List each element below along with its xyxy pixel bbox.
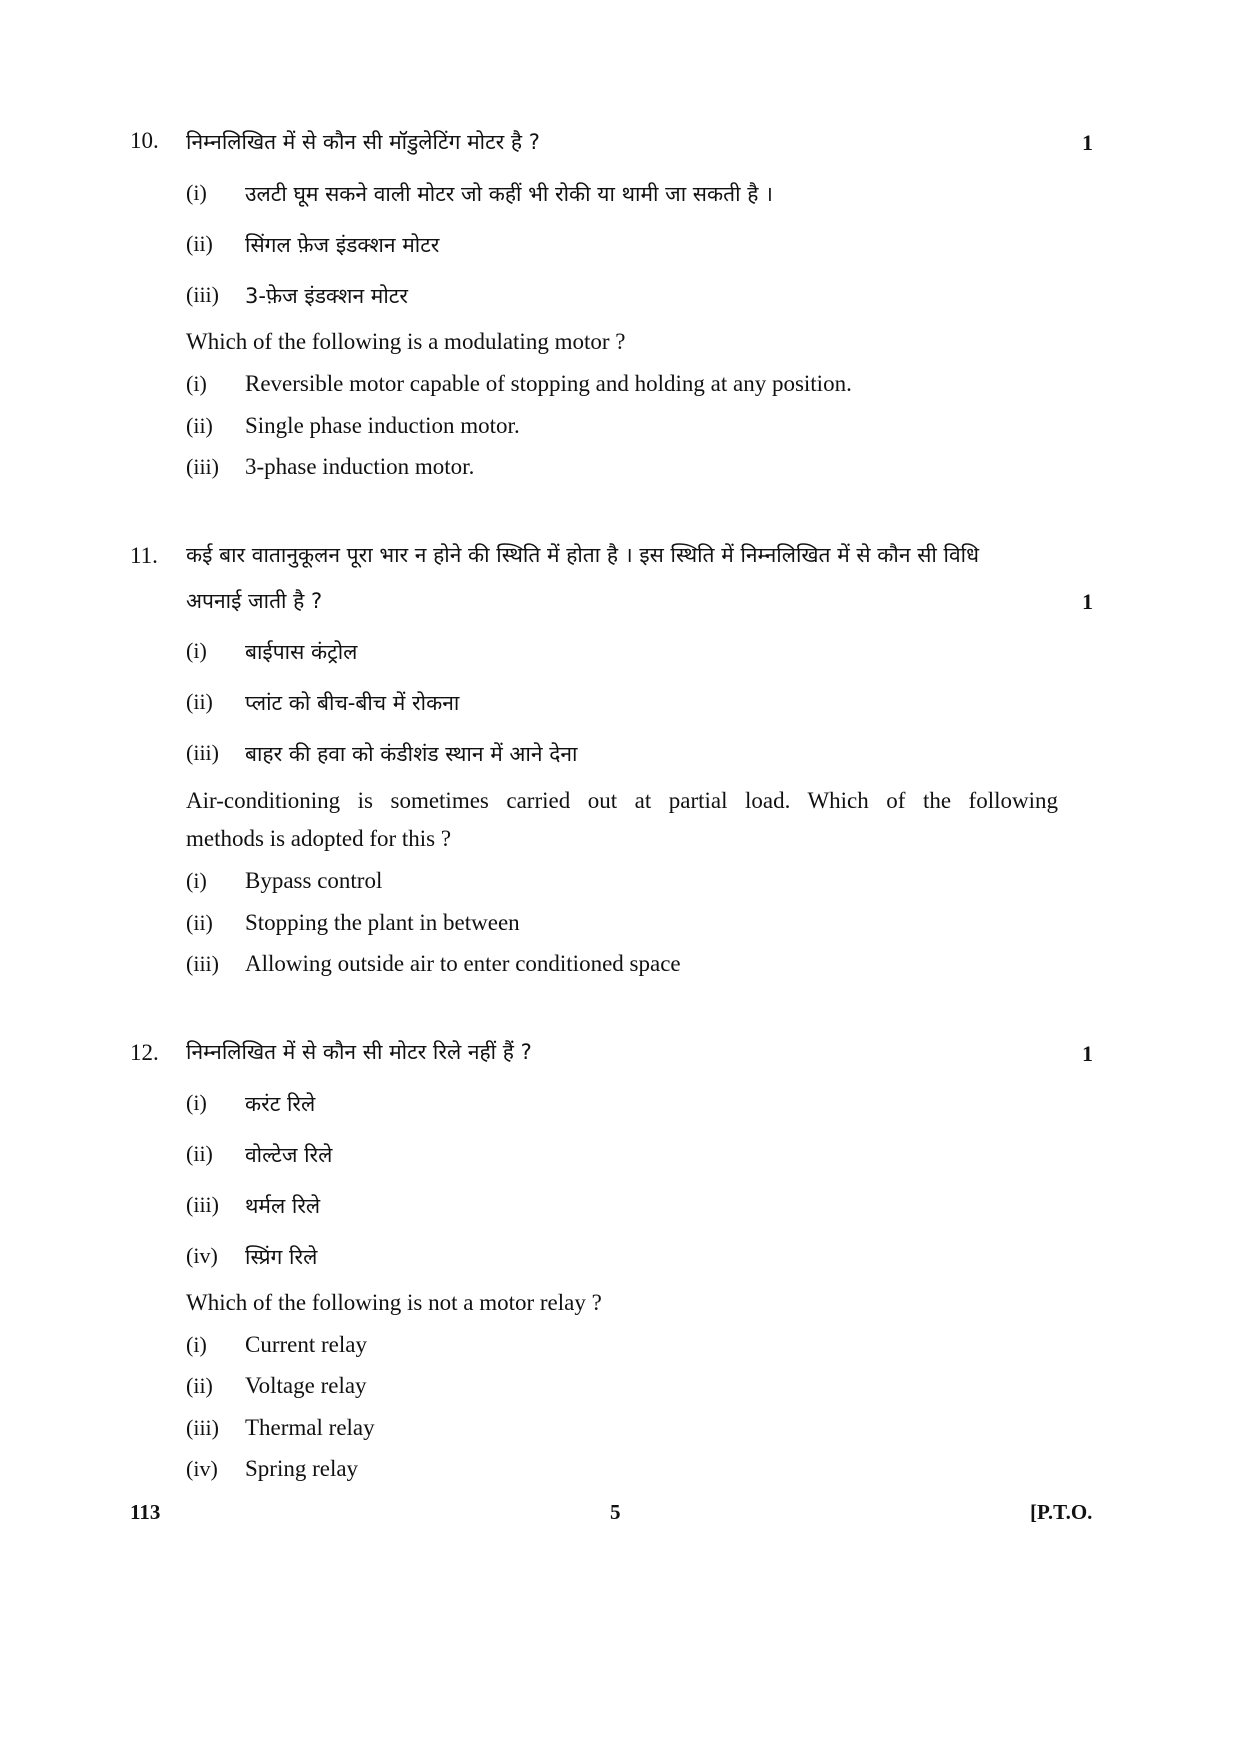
option-text: 3-फ़ेज इंडक्शन मोटर — [245, 284, 408, 308]
option-label: (iii) — [186, 282, 219, 307]
question-text-english: Which of the following is not a motor relay ? — [186, 1290, 602, 1315]
option-text: सिंगल फ़ेज इंडक्शन मोटर — [245, 233, 440, 257]
option-label: (i) — [186, 371, 207, 396]
option-label: (i) — [186, 180, 207, 205]
question-marks: 1 — [1082, 130, 1093, 155]
question-marks: 1 — [1082, 589, 1093, 614]
option-label: (i) — [186, 1090, 207, 1115]
please-turn-over: [P.T.O. — [1030, 1500, 1093, 1524]
option-text: वोल्टेज रिले — [245, 1143, 333, 1167]
option-text: Allowing outside air to enter conditioned space — [245, 951, 681, 976]
option-text: स्प्रिंग रिले — [245, 1245, 318, 1269]
option-text: बाहर की हवा को कंडीशंड स्थान में आने देना — [245, 742, 578, 766]
question-text-english-line-2: methods is adopted for this ? — [186, 826, 452, 851]
option-label: (iv) — [186, 1456, 218, 1481]
question-text-hindi: निम्नलिखित में से कौन सी मोटर रिले नहीं हैं ? — [186, 1040, 532, 1064]
question-text-hindi-line-2: अपनाई जाती है ? — [186, 589, 323, 613]
option-text: प्लांट को बीच-बीच में रोकना — [245, 691, 460, 715]
option-label: (iii) — [186, 740, 219, 765]
question-number: 12. — [130, 1040, 159, 1065]
option-label: (i) — [186, 1332, 207, 1357]
question-number: 11. — [130, 543, 158, 568]
option-text: Current relay — [245, 1332, 367, 1357]
option-label: (iii) — [186, 951, 219, 976]
option-text: Reversible motor capable of stopping and holding at any position. — [245, 371, 852, 396]
question-text-hindi-line-1: कई बार वातानुकूलन पूरा भार न होने की स्थिति में होता है । इस स्थिति में निम्नलिखित में से कौन सी विधि — [186, 543, 979, 567]
paper-code: 113 — [130, 1500, 161, 1524]
option-label: (ii) — [186, 1141, 213, 1166]
option-label: (i) — [186, 868, 207, 893]
option-label: (ii) — [186, 910, 213, 935]
option-label: (ii) — [186, 1373, 213, 1398]
option-text: Bypass control — [245, 868, 383, 893]
option-text: करंट रिले — [245, 1092, 316, 1116]
question-text-english-line-1: Air-conditioning is sometimes carried out at partial load. Which of the following — [186, 788, 1058, 813]
option-text: उलटी घूम सकने वाली मोटर जो कहीं भी रोकी या थामी जा सकती है । — [245, 182, 774, 206]
question-text-english: Which of the following is a modulating motor ? — [186, 329, 626, 354]
option-label: (i) — [186, 638, 207, 663]
option-label: (ii) — [186, 689, 213, 714]
option-text: Thermal relay — [245, 1415, 375, 1440]
option-label: (ii) — [186, 231, 213, 256]
question-text-hindi: निम्नलिखित में से कौन सी मॉडुलेटिंग मोटर है ? — [186, 130, 540, 154]
option-text: Spring relay — [245, 1456, 359, 1481]
page-number: 5 — [610, 1500, 621, 1524]
option-text: बाईपास कंट्रोल — [245, 640, 358, 664]
option-label: (iii) — [186, 1192, 219, 1217]
question-number: 10. — [130, 128, 159, 153]
option-label: (iii) — [186, 1415, 219, 1440]
option-text: Single phase induction motor. — [245, 413, 520, 438]
option-label: (iv) — [186, 1243, 218, 1268]
question-marks: 1 — [1082, 1041, 1093, 1066]
option-text: 3-phase induction motor. — [245, 454, 475, 479]
option-text: Stopping the plant in between — [245, 910, 520, 935]
option-label: (ii) — [186, 413, 213, 438]
option-label: (iii) — [186, 454, 219, 479]
option-text: थर्मल रिले — [245, 1194, 321, 1218]
option-text: Voltage relay — [245, 1373, 367, 1398]
